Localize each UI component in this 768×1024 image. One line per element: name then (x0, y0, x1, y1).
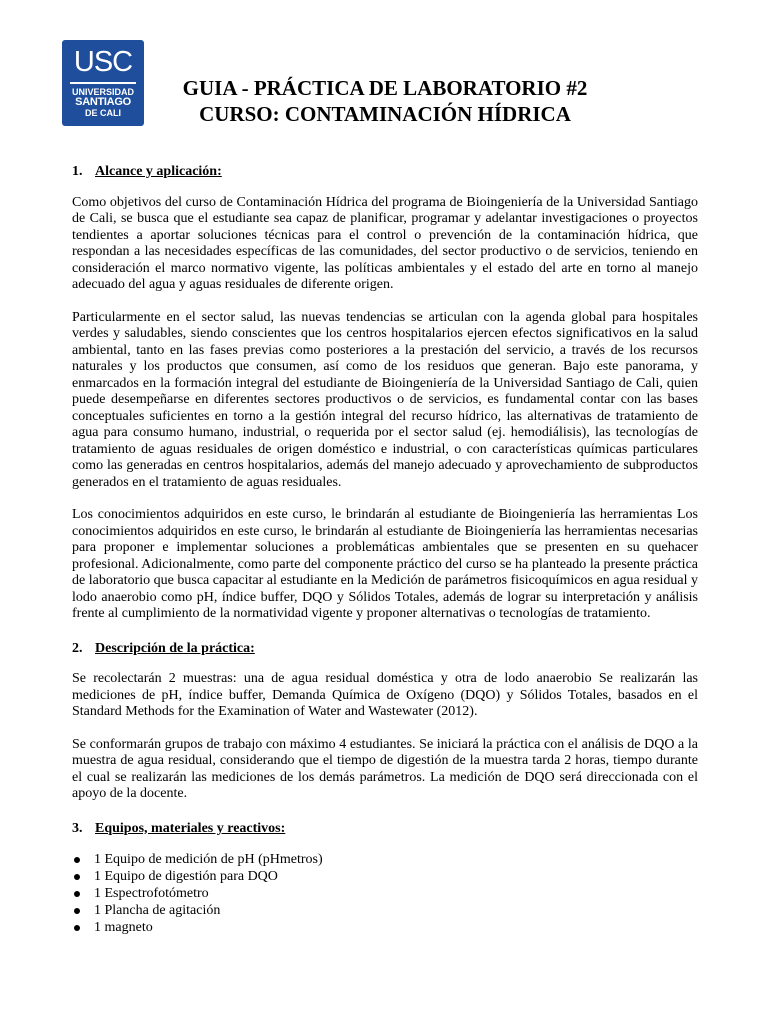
university-logo (62, 40, 144, 126)
list-item-text: 1 Equipo de digestión para DQO (94, 869, 278, 884)
bullet-icon (72, 851, 94, 868)
logo-abbreviation: USC (73, 46, 133, 78)
section-heading (72, 164, 698, 181)
section-equipos (72, 821, 698, 937)
bullet-icon (72, 902, 94, 919)
paragraph: Se recolectarán 2 muestras: una de agua residual doméstica y otra de lodo anaerobio Se realizarán las mediciones de pH, índice buffer, Demanda Química de Oxígeno (DQO) y Sólidos Totales, basados en el Standard Methods for the Examination of Water and Wastewater (2012). (72, 671, 698, 719)
logo-divider (70, 82, 136, 84)
paragraph: Particularmente en el sector salud, las nuevas tendencias se articulan con la agenda global para hospitales verdes y saludables, siendo conscientes que los centros hospitalarios ejercen efectos significativos en la salud ambiental, tanto en las fases previas como posteriores a la prestación del servicio, a través de los recursos naturales y los productos que consumen, así como de los residuos que generan. Bajo este panorama, y enmarcados en la formación integral del estudiante de Bioingeniería de la Universidad Santiago de Cali, quien puede desempeñarse en diferentes sectores productivos o de servicios, es fundamental contar con las bases conceptuales suficientes en torno a la gestión integral del recurso hídrico, las alternativas de tratamiento de agua para consumo humano, industrial, o requerida por el sector salud (ej. hemodiálisis), las tecnologías de tratamiento de aguas residuales de origen doméstico e industrial, o con características químicas particulares como las generadas en centros hospitalarios, además del manejo adecuado y aprovechamiento de subproductos generados en el tratamiento de aguas residuales. (72, 309, 698, 490)
list-item (72, 902, 698, 919)
paragraph: Los conocimientos adquiridos en este curso, le brindarán al estudiante de Bioingeniería las herramientas Los conocimientos adquiridos en este curso, le brindarán al estudiante de Bioingeniería las herramientas necesarias para proponer e implementar soluciones a problemáticas ambientales que se presenten en su quehacer profesional. Adicionalmente, como parte del componente práctico del curso se ha planteado la presente práctica de laboratorio que busca capacitar al estudiante en la Medición de parámetros fisicoquímicos en agua residual y lodo anaerobio como pH, índice buffer, DQO y Sólidos Totales, además de lograr su interpretación y análisis frente al cumplimiento de la normatividad vigente y proponer alternativas o tecnologías de tratamiento. (72, 507, 698, 621)
list-item-text: 1 Espectrofotómetro (94, 886, 209, 901)
list-item-text: 1 magneto (94, 920, 153, 935)
section-title: Alcance y aplicación: (95, 164, 222, 179)
document-body (72, 164, 698, 936)
list-item-text: 1 Plancha de agitación (94, 903, 221, 918)
section-title: Descripción de la práctica: (95, 640, 255, 656)
section-descripcion (72, 641, 698, 803)
paragraph: Se conformarán grupos de trabajo con máximo 4 estudiantes. Se iniciará la práctica con el análisis de DQO a la muestra de agua residual, considerando que el tiempo de digestión de la muestra tarda 2 horas, tiempo durante el cual se realizarán las mediciones de los demás parámetros. La medición de DQO será direccionada con el apoyo de la docente. (72, 736, 698, 801)
section-alcance (72, 164, 698, 623)
logo-line-1: UNIVERSIDAD (71, 87, 134, 97)
section-heading (72, 821, 698, 838)
list-item-text: 1 Equipo de medición de pH (pHmetros) (94, 852, 323, 867)
bullet-icon (72, 919, 94, 936)
section-number: 3. (72, 820, 83, 836)
section-number: 1. (72, 164, 83, 179)
section-heading (72, 641, 698, 658)
list-item (72, 919, 698, 936)
bullet-icon (72, 868, 94, 885)
logo-line-3: DE CALI (85, 108, 121, 118)
paragraph: Como objetivos del curso de Contaminación Hídrica del programa de Bioingeniería de la Universidad Santiago de Cali, se busca que el estudiante sea capaz de planificar, programar y adelantar investigaciones o proyectos tendientes a aportar soluciones técnicas para el control o prevención de la contaminación hídrica, que respondan a las necesidades específicas de las comunidades, del sector productivo o de servicios, teniendo en consideración el marco normativo vigente, las políticas ambientales y el estado del arte en torno al manejo adecuado del agua y aguas residuales de diferente origen. (72, 194, 698, 292)
logo-line-2: SANTIAGO (75, 96, 131, 108)
document-subtitle: CURSO: CONTAMINACIÓN HÍDRICA (199, 102, 571, 126)
section-number: 2. (72, 640, 83, 656)
bullet-icon (72, 885, 94, 902)
list-item (72, 885, 698, 902)
document-title: GUIA - PRÁCTICA DE LABORATORIO #2 (182, 76, 588, 100)
list-item (72, 851, 698, 868)
section-title: Equipos, materiales y reactivos: (95, 820, 286, 836)
equipment-list (72, 851, 698, 936)
list-item (72, 868, 698, 885)
